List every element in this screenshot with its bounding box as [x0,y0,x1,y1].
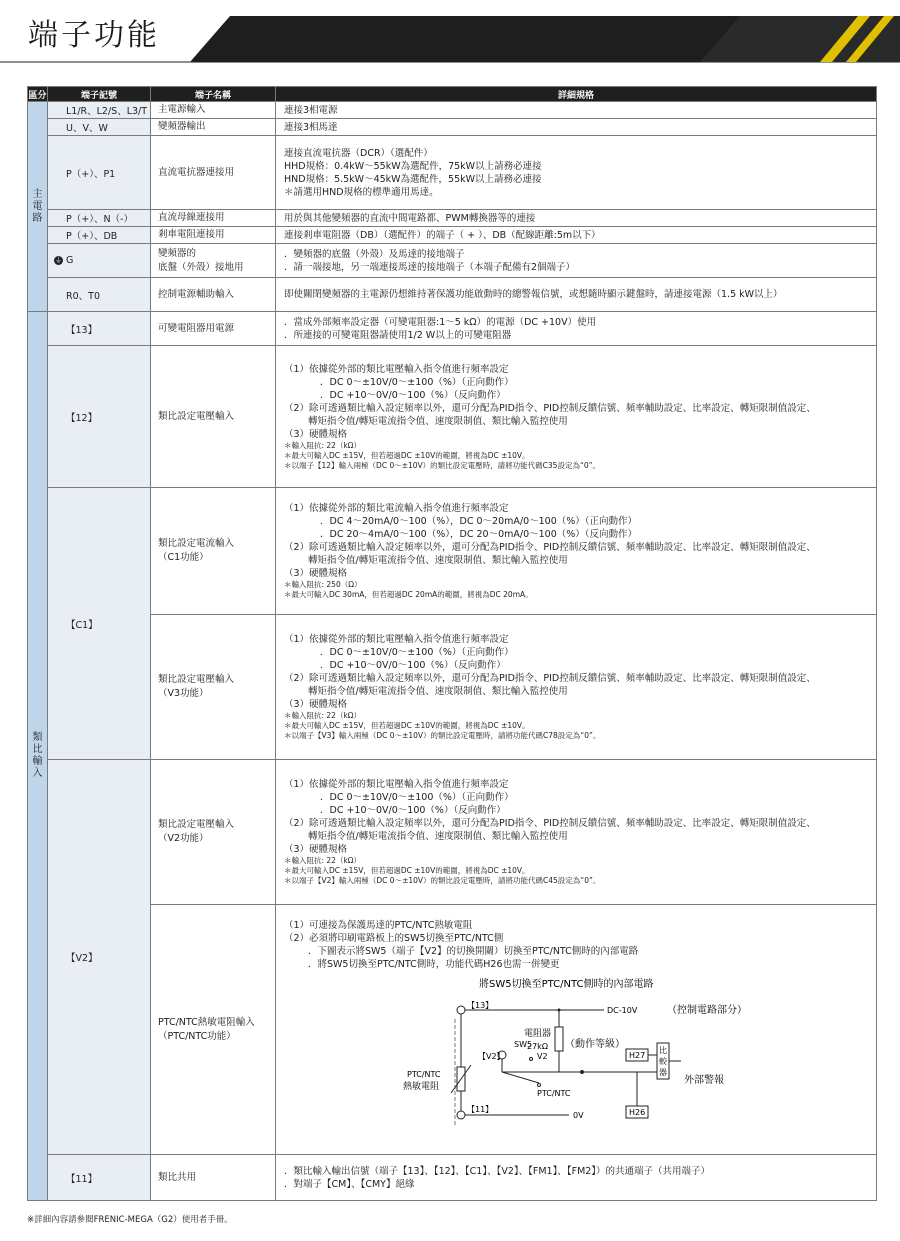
diagram-cmp2: 較 [659,1057,667,1066]
diagram-ptc2: 熱敏電阻 [403,1082,440,1092]
terminal-symbol: 【11】 [48,1155,151,1201]
diagram-cmp3: 器 [659,1068,667,1077]
terminal-symbol: P（+）、P1 [48,136,151,210]
diagram-t13: 【13】 [467,1001,494,1010]
terminal-name: 類比設定電流輸入 （C1功能） [151,488,276,615]
header-name: 端子名稱 [151,87,276,102]
diagram-h27: H27 [629,1051,646,1060]
terminal-detail: （1）依據從外部的類比電流輸入指令值進行頻率設定 ．DC 4～20mA/0～100（%），DC 0～20mA/0～100（%）（正向動作） ．DC 20～4mA/0～100（%），DC 20～0mA/0～100（%）（反向動作） （2）除可透過類比輸入設定頻率以外，還可分配為PID指令、PID控制反饋信號、頻率輔助設定、比率設定、轉矩限制值設定、 轉矩指令值/轉矩電流指令值、速度限制值、類比輸入監控使用 （3）硬體規格 ＊輸入阻抗: 250（Ω） ＊最大可輸入DC 30mA，但若超過DC 20mA的範圍，將視為DC 20mA。 [276,488,877,615]
terminal-name: 類比設定電壓輸入 （V2功能） [151,760,276,905]
terminal-symbol: 【C1】 [48,488,151,760]
terminal-detail: 連接直流電抗器（DCR）（選配件） HHD規格：0.4kW～55kW為選配件，75kW以上請務必連接 HND規格：5.5kW～45kW為選配件，55kW以上請務必連接 ＊請選用HND規格的標準適用馬達。 [276,136,877,210]
table-row [28,227,877,244]
diagram-ptcsw: PTC/NTC [537,1089,571,1098]
terminal-symbol: P（+）、DB [48,227,151,244]
page-header [0,0,900,70]
terminal-name: 主電源輸入 [151,102,276,119]
diagram-alarm: 外部警報 [684,1075,724,1086]
table-row [28,760,877,905]
terminal-detail: 連接剎車電阻器（DB）（選配件）的端子（ + ）、DB（配線距離:5m以下） [276,227,877,244]
table-row [28,278,877,312]
terminal-symbol: 【12】 [48,346,151,488]
terminal-name: 直流母線連接用 [151,210,276,227]
terminal-symbol: L1/R、L2/S、L3/T [48,102,151,119]
table-row [28,905,877,1155]
terminal-detail: 用於與其他變頻器的直流中間電路都、PWM轉換器等的連接 [276,210,877,227]
terminal-symbol: P（+）、N（-） [48,210,151,227]
terminal-symbol: 【V2】 [48,760,151,1155]
table-row [28,488,877,615]
terminal-symbol: ⏚ G [48,244,151,278]
page-title: 端子功能 [28,18,160,53]
diagram-op: （動作等級） [565,1039,625,1050]
terminal-name: 剎車電阻連接用 [151,227,276,244]
diagram-title: 將SW5切換至PTC/NTC側時的內部電路 [479,979,654,990]
diagram-h26: H26 [629,1108,646,1117]
diagram-res2: 27kΩ [527,1042,548,1051]
table-row [28,312,877,346]
terminal-name: PTC/NTC熱敏電阻輸入 （PTC/NTC功能） [151,905,276,1155]
terminal-detail: （1）依據從外部的類比電壓輸入指令值進行頻率設定 ．DC 0～±10V/0～±100（%）（正向動作） ．DC +10～0V/0～100（%）（反向動作） （2）除可透過類比輸入設定頻率以外，還可分配為PID指令、PID控制反饋信號、頻率輔助設定、比率設定、轉矩限制值設定、 轉矩指令值/轉矩電流指令值、速度限制值、類比輸入監控使用 （3）硬體規格 ＊輸入阻抗: 22（kΩ） ＊最大可輸入DC ±15V，但若超過DC ±10V的範圍，將視為DC ±10V。 ＊以端子【12】輸入兩極（DC 0～±10V）的類比設定電壓時，請將功能代碼C35設定為“0”。 [276,346,877,488]
terminal-symbol: U、V、W [48,119,151,136]
table-header-row [28,87,877,102]
terminal-symbol: 【13】 [48,312,151,346]
header-symbol: 端子記號 [48,87,151,102]
table-row [28,244,877,278]
diagram-cmp1: 比 [659,1046,667,1055]
table-row [28,119,877,136]
ground-icon: ⏚ [55,256,62,264]
terminal-name: 類比設定電壓輸入 （V3功能） [151,615,276,760]
terminal-name: 控制電源輔助輸入 [151,278,276,312]
internal-circuit-diagram [399,975,819,1125]
terminal-detail: （1）依據從外部的類比電壓輸入指令值進行頻率設定 ．DC 0～±10V/0～±100（%）（正向動作） ．DC +10～0V/0～100（%）（反向動作） （2）除可透過類比輸入設定頻率以外，還可分配為PID指令、PID控制反饋信號、頻率輔助設定、比率設定、轉矩限制值設定、 轉矩指令值/轉矩電流指令值、速度限制值、類比輸入監控使用 （3）硬體規格 ＊輸入阻抗: 22（kΩ） ＊最大可輸入DC ±15V，但若超過DC ±10V的範圍，將視為DC ±10V。 ＊以端子【V3】輸入兩極（DC 0～±10V）的類比設定電壓時，請將功能代碼C78設定為“0”。 [276,615,877,760]
terminal-name: 變頻器輸出 [151,119,276,136]
terminal-detail: 連接3相馬達 [276,119,877,136]
table-row [28,102,877,119]
table-row [28,210,877,227]
terminal-symbol: R0、T0 [48,278,151,312]
diagram-ptc1: PTC/NTC [407,1070,441,1079]
terminal-detail: （1）依據從外部的類比電壓輸入指令值進行頻率設定 ．DC 0～±10V/0～±100（%）（正向動作） ．DC +10～0V/0～100（%）（反向動作） （2）除可透過類比輸入設定頻率以外，還可分配為PID指令、PID控制反饋信號、頻率輔助設定、比率設定、轉矩限制值設定、 轉矩指令值/轉矩電流指令值、速度限制值、類比輸入監控使用 （3）硬體規格 ＊輸入阻抗: 22（kΩ） ＊最大可輸入DC ±15V，但若超過DC ±10V的範圍，將視為DC ±10V。 ＊以端子【V2】輸入兩極（DC 0～±10V）的類比設定電壓時，請將功能代碼C45設定為“0”。 [276,760,877,905]
table-row [28,1155,877,1201]
terminal-detail: 連接3相電源 [276,102,877,119]
header-detail: 詳細規格 [276,87,877,102]
terminal-name: 直流電抗器連接用 [151,136,276,210]
category-main: 主電路 [28,102,48,312]
diagram-t11: 【11】 [467,1105,494,1114]
table-row [28,615,877,760]
terminal-name: 類比共用 [151,1155,276,1201]
category-analog: 類比輸入 [28,312,48,1201]
table-row [28,346,877,488]
diagram-dc10v: DC-10V [607,1006,638,1015]
diagram-sw5: SW5 [514,1040,533,1049]
terminal-detail: 即使關閉變頻器的主電源仍想維持著保護功能啟動時的總警報信號，或想隨時顯示鍵盤時，請連接電源（1.5 kW以上） [276,278,877,312]
terminal-detail: ．變頻器的底盤（外殼）及馬達的接地端子 ．請一端接地，另一端連接馬達的接地端子（本端子配備有2個端子） [276,244,877,278]
terminal-name: 類比設定電壓輸入 [151,346,276,488]
terminal-detail: ．類比輸入輸出信號（端子【13】、【12】、【C1】、【V2】、【FM1】、【FM2】）的共通端子（共用端子） ．對端子【CM】、【CMY】絕緣 [276,1155,877,1201]
terminal-detail: （1）可連接為保護馬達的PTC/NTC熱敏電阻 （2）必須將印刷電路板上的SW5切換至PTC/NTC側 ．下圖表示將SW5（端子【V2】的切換開關）切換至PTC/NTC側時的內部電路 ．將SW5切換至PTC/NTC側時，功能代碼H26也需一併變更 將SW5切換至PTC/NTC側時的內部電路 【13】 DC-10V （控制電路部分） 電阻器 27kΩ （動作等級） 【V2】 SW5 V2 PTC/NTC H27 比 較 器 外部警報 PTC/NTC 熱敏電阻 【11】 0V H26 [276,905,877,1155]
terminal-name: 變頻器的 底盤（外殼）接地用 [151,244,276,278]
terminal-name: 可變電阻器用電源 [151,312,276,346]
terminal-spec-table [27,86,877,1201]
footnote: ※詳細內容請參閱FRENIC-MEGA（G2）使用者手冊。 [27,1215,233,1225]
terminal-detail: ．當成外部頻率設定器（可變電阻器:1～5 kΩ）的電源（DC +10V）使用 ．所連接的可變電阻器請使用1/2 W以上的可變電阻器 [276,312,877,346]
diagram-v2: V2 [537,1052,548,1061]
diagram-res1: 電阻器 [524,1029,552,1039]
diagram-ctrl: （控制電路部分） [667,1005,747,1016]
diagram-tv2: 【V2】 [478,1052,505,1061]
header-category: 區分 [28,87,48,102]
table-row [28,136,877,210]
diagram-0v: 0V [573,1111,584,1120]
